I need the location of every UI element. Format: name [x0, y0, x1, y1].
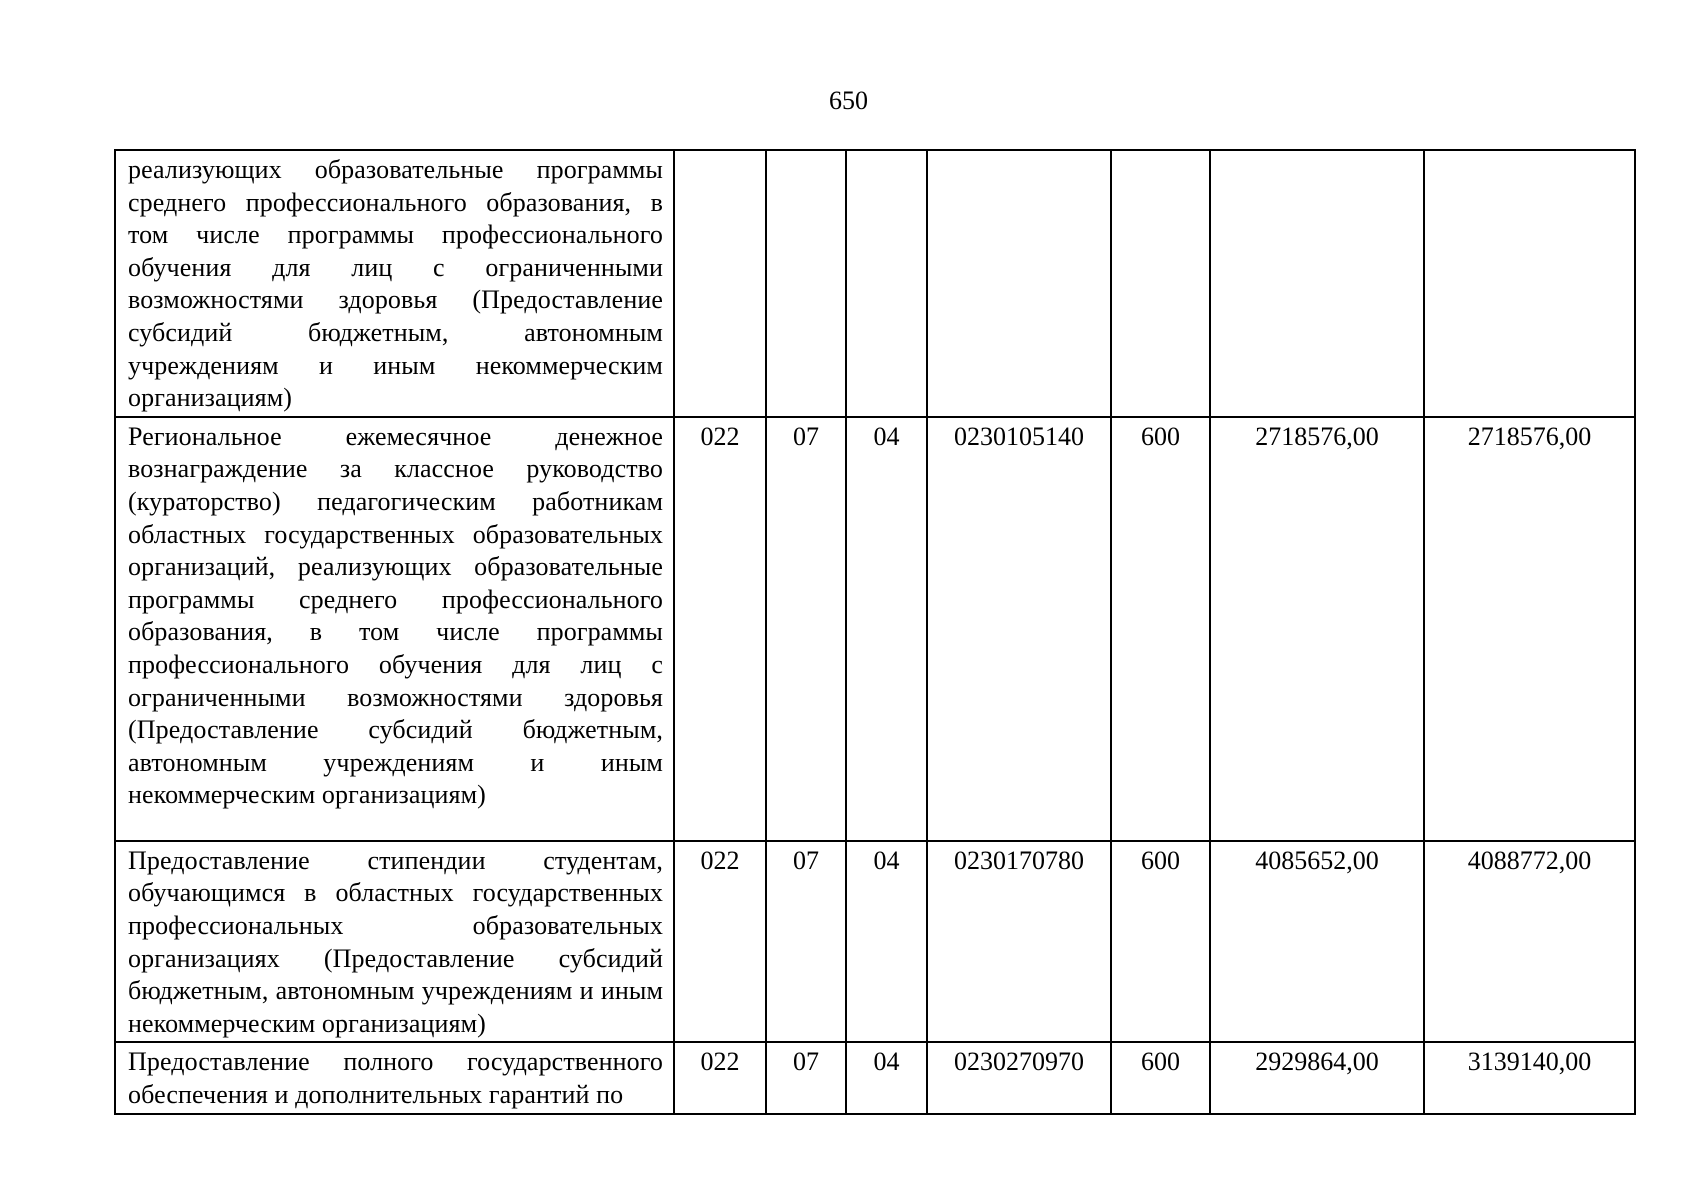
budget-table — [114, 149, 1636, 1115]
expense-type-code: 600 — [1111, 841, 1210, 1043]
table-row — [115, 841, 1635, 1043]
expense-type-code: 600 — [1111, 1042, 1210, 1113]
row-description: Предоставление полного государственного обеспечения и дополнительных гарантий по — [115, 1042, 674, 1113]
amount-year-2: 4088772,00 — [1424, 841, 1635, 1043]
row-description: Региональное ежемесячное денежное вознаграждение за классное руководство (кураторство) педагогическим работникам областных государственных образовательных организаций, реализующих образовательные программы среднего профессионального образования, в том числе программы профессионального обучения для лиц с ограниченными возможностями здоровья (Предоставление субсидий бюджетным, автономным учреждениям и иным некоммерческим организациям) — [115, 417, 674, 841]
section-code: 07 — [766, 1042, 846, 1113]
amount-year-2: 2718576,00 — [1424, 417, 1635, 841]
subsection-code: 04 — [846, 417, 927, 841]
table-row — [115, 1042, 1635, 1113]
expense-type-code — [1111, 150, 1210, 417]
expense-type-code: 600 — [1111, 417, 1210, 841]
amount-year-1: 4085652,00 — [1210, 841, 1424, 1043]
ministry-code — [674, 150, 766, 417]
row-description: Предоставление стипендии студентам, обучающимся в областных государственных профессиональных образовательных организациях (Предоставление субсидий бюджетным, автономным учреждениям и иным некоммерческим организациям) — [115, 841, 674, 1043]
row-description: реализующих образовательные программы среднего профессионального образования, в том числе программы профессионального обучения для лиц с ограниченными возможностями здоровья (Предоставление субсидий бюджетным, автономным учреждениям и иным некоммерческим организациям) — [115, 150, 674, 417]
section-code: 07 — [766, 417, 846, 841]
target-article-code: 0230270970 — [927, 1042, 1111, 1113]
amount-year-2 — [1424, 150, 1635, 417]
subsection-code: 04 — [846, 1042, 927, 1113]
ministry-code: 022 — [674, 841, 766, 1043]
target-article-code — [927, 150, 1111, 417]
target-article-code: 0230170780 — [927, 841, 1111, 1043]
target-article-code: 0230105140 — [927, 417, 1111, 841]
table-row — [115, 417, 1635, 841]
ministry-code: 022 — [674, 1042, 766, 1113]
subsection-code: 04 — [846, 841, 927, 1043]
section-code — [766, 150, 846, 417]
table-row — [115, 150, 1635, 417]
amount-year-1 — [1210, 150, 1424, 417]
page-number: 650 — [829, 86, 868, 115]
ministry-code: 022 — [674, 417, 766, 841]
amount-year-2: 3139140,00 — [1424, 1042, 1635, 1113]
section-code: 07 — [766, 841, 846, 1043]
amount-year-1: 2718576,00 — [1210, 417, 1424, 841]
amount-year-1: 2929864,00 — [1210, 1042, 1424, 1113]
subsection-code — [846, 150, 927, 417]
